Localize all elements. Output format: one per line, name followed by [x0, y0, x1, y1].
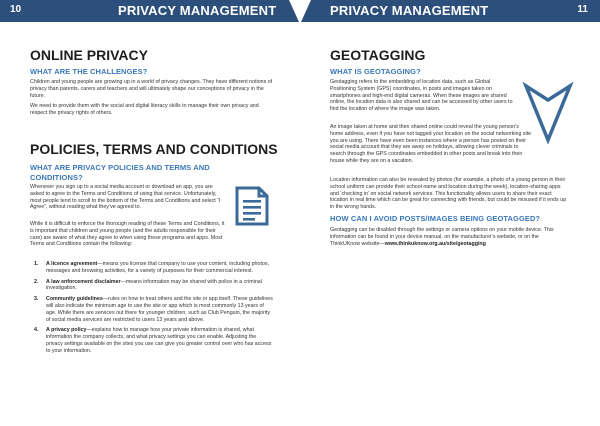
- list-item: [30, 327, 273, 354]
- left-header-title: PRIVACY MANAGEMENT: [118, 3, 277, 18]
- geotagging-para-2: An image taken at home and then shared online could reveal the young person’s home address, even if you have not tagged your location on the social networking site you are using. There have even been instances where a person has posted on their social media account that they are away on holidays, allowing clever criminals to search through the GPS coordinates embedded in other posts and break into their house while they are on a vacation.: [330, 124, 532, 164]
- list-term: Community guidelines: [46, 296, 103, 303]
- header-divider-notch: [301, 0, 311, 22]
- policies-title: POLICIES, TERMS AND CONDITIONS: [30, 141, 278, 157]
- online-privacy-para-1: Children and young people are growing up in a world of privacy changes. They have different notions of privacy than parents, carers and teachers and will ultimately shape our conceptions of privacy in the future.: [30, 79, 273, 99]
- left-page-number: 10: [10, 4, 22, 15]
- policies-para-2: While it is difficult to enforce the thorough reading of these Terms and Conditions, it is important that children and young people (and the adults responsible for their care) are aware of what they agree to when using these programs and apps. Most Terms and Conditions contain the following:: [30, 221, 225, 248]
- list-item: [30, 279, 273, 293]
- geotagging-title: GEOTAGGING: [330, 47, 426, 63]
- list-term: A law enforcement disclaimer: [46, 278, 121, 285]
- list-text: —explains how to manage how your private information is shared, what information the company collects, and what privacy settings you can enable. Adjusting the privacy settings available on the sites you use can give you greater control over who has access to your information.: [46, 327, 272, 354]
- online-privacy-para-2: We need to provide them with the social and digital literacy skills to manage their own privacy and respect the privacy rights of others.: [30, 103, 259, 116]
- list-item: [30, 296, 273, 323]
- thinkuknow-link[interactable]: www.thinkuknow.org.au/site/geotagging: [384, 240, 486, 247]
- online-privacy-title: ONLINE PRIVACY: [30, 47, 148, 63]
- list-number: 1.: [34, 261, 39, 267]
- list-number: 2.: [34, 278, 39, 285]
- header-divider-notch: [289, 0, 299, 22]
- avoid-geotagging-subtitle: HOW CAN I AVOID POSTS/IMAGES BEING GEOTAGGED?: [330, 214, 541, 223]
- left-page-header: [0, 0, 299, 22]
- right-header-title: PRIVACY MANAGEMENT: [330, 3, 489, 18]
- para-text: Geotagging can be disabled through the settings or camera options on your mobile device. This information can be found in your device manual, on the manufacturer’s website, or on the ThinkUKnow website—: [330, 227, 554, 247]
- list-item: [30, 261, 273, 275]
- geotagging-para-1: Geotagging refers to the embedding of location data, such as Global Positioning System (GPS) coordinates, in posts and images taken on smartphones and high-end digital cameras. When these images are shared online, the location data is also shared and can be accessed by other users to find the location of where the image was taken.: [330, 79, 513, 113]
- what-is-geotagging-subtitle: WHAT IS GEOTAGGING?: [330, 67, 421, 76]
- list-text: —means you license that company to use your content, including photos, messages and browsing activities, for a variety of purposes for their commercial interest.: [46, 261, 269, 274]
- left-page: [0, 22, 300, 426]
- list-text: —means information may be shared with police in a criminal investigation.: [46, 278, 262, 292]
- policies-subtitle: WHAT ARE PRIVACY POLICIES AND TERMS AND CONDITIONS?: [30, 163, 210, 182]
- location-arrow-icon: [522, 82, 574, 149]
- list-term: A privacy policy: [46, 327, 87, 334]
- document-icon: [234, 185, 270, 232]
- geotagging-para-3: Location information can also be revealed by photos (for example, a photo of a young person in their school uniform can provide their school name and location during the week), location-sharing apps and ‘checking in’ on social network services. This functionality allows users to share their exact location in real time which can be great for connecting with friends, but could be misused if it ends up in the wrong hands.: [330, 177, 567, 211]
- policies-para-1: Whenever you sign up to a social media account or download an app, you are asked to agree to the Terms and Conditions of using that service. Unfortunately, most people tend to scroll to the bottom of the Terms and Conditions and select “I Agree”, without reading what they’ve agreed to.: [30, 184, 221, 211]
- right-page-header: [301, 0, 600, 22]
- right-page: [300, 22, 600, 426]
- list-number: 4.: [34, 327, 39, 334]
- list-text: —rules on how to treat others and the site or app itself. These guidelines will also indicate the minimum age to use the site or app which is most commonly 13 years of age. While there are services out there for younger children, such as Club Penguin, the majority of social media services are restricted to users 13 years and above.: [46, 296, 273, 323]
- geotagging-para-4: [330, 227, 570, 247]
- list-term: A licence agreement: [46, 261, 98, 267]
- terms-list: [30, 261, 273, 359]
- challenges-subtitle: WHAT ARE THE CHALLENGES?: [30, 67, 148, 76]
- right-page-number: 11: [577, 4, 588, 15]
- list-number: 3.: [34, 296, 39, 303]
